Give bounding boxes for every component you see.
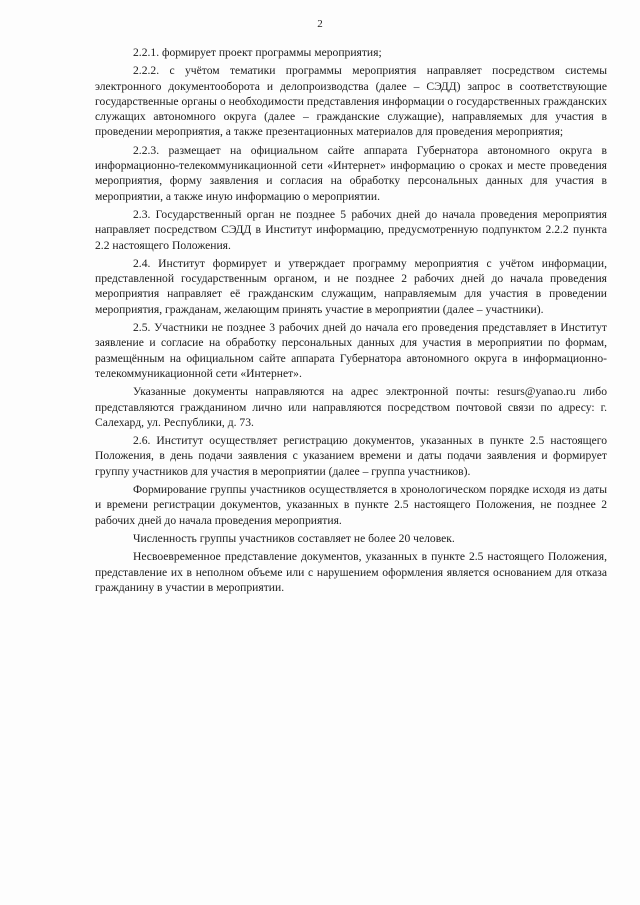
paragraph-refusal-grounds: Несвоевременное представление документов, указанных в пункте 2.5 настоящего Положения, представление их в неполном объеме или с нарушением оформления является основанием для отказа гражданину в участии в мероприятии.: [95, 550, 607, 594]
paragraph-2-5-documents: Указанные документы направляются на адрес электронной почты: resurs@yanao.ru либо представляются гражданином лично или направляются посредством почтовой связи по адресу: г. Салехард, ул. Республики, д. 73.: [95, 385, 607, 429]
paragraph-2-5: 2.5. Участники не позднее 3 рабочих дней до начала его проведения представляет в Институт заявление и согласие на обработку персональных данных для участия в мероприятии по формам, размещённым на официальном сайте аппарата Губернатора автономного округа в информационно-телекоммуникационной сети «Интернет».: [95, 321, 607, 380]
document-body: [95, 45, 607, 598]
paragraph-2-2-3: 2.2.3. размещает на официальном сайте аппарата Губернатора автономного округа в информационно-телекоммуникационной сети «Интернет» информацию о сроках и месте проведения мероприятия, форму заявления и согласия на обработку персональных данных для участия в мероприятии, а также иную информацию о мероприятии.: [95, 143, 607, 203]
paragraph-2-6: 2.6. Институт осуществляет регистрацию документов, указанных в пункте 2.5 настоящего Положения, в день подачи заявления с указанием времени и даты подачи заявления и формирует группу участников для участия в мероприятии (далее – группа участников).: [95, 434, 607, 478]
paragraph-2-4: 2.4. Институт формирует и утверждает программу мероприятия с учётом информации, представленной государственным органом, и не позднее 2 рабочих дней до начала проведения мероприятия направляет её гражданским служащим, направляемым для участия в проведении мероприятия, гражданам, желающим принять участие в мероприятии (далее – участники).: [95, 256, 607, 316]
paragraph-group-size: Численность группы участников составляет не более 20 человек.: [133, 531, 455, 545]
paragraph-group-formation: Формирование группы участников осуществляется в хронологическом порядке исходя из даты и времени регистрации документов, указанных в пункте 2.5 настоящего Положения, не позднее 2 рабочих дней до начала проведения мероприятия.: [95, 483, 607, 527]
paragraph-2-2-1: 2.2.1. формирует проект программы мероприятия;: [133, 46, 382, 59]
page-number: 2: [317, 18, 323, 30]
paragraph-2-2-2: 2.2.2. с учётом тематики программы мероприятия направляет посредством системы электронного документооборота и делопроизводства (далее – СЭДД) запрос в соответствующие государственные органы о необходимости представления информации о государственных гражданских служащих автономного округа (далее – гражданские служащие), направляемых для участия в проведении мероприятия, а также презентационных материалов для проведения мероприятия;: [95, 64, 607, 139]
paragraph-2-3: 2.3. Государственный орган не позднее 5 рабочих дней до начала проведения мероприятия направляет посредством СЭДД в Институт информацию, предусмотренную подпунктом 2.2.2 пункта 2.2 настоящего Положения.: [95, 207, 607, 252]
